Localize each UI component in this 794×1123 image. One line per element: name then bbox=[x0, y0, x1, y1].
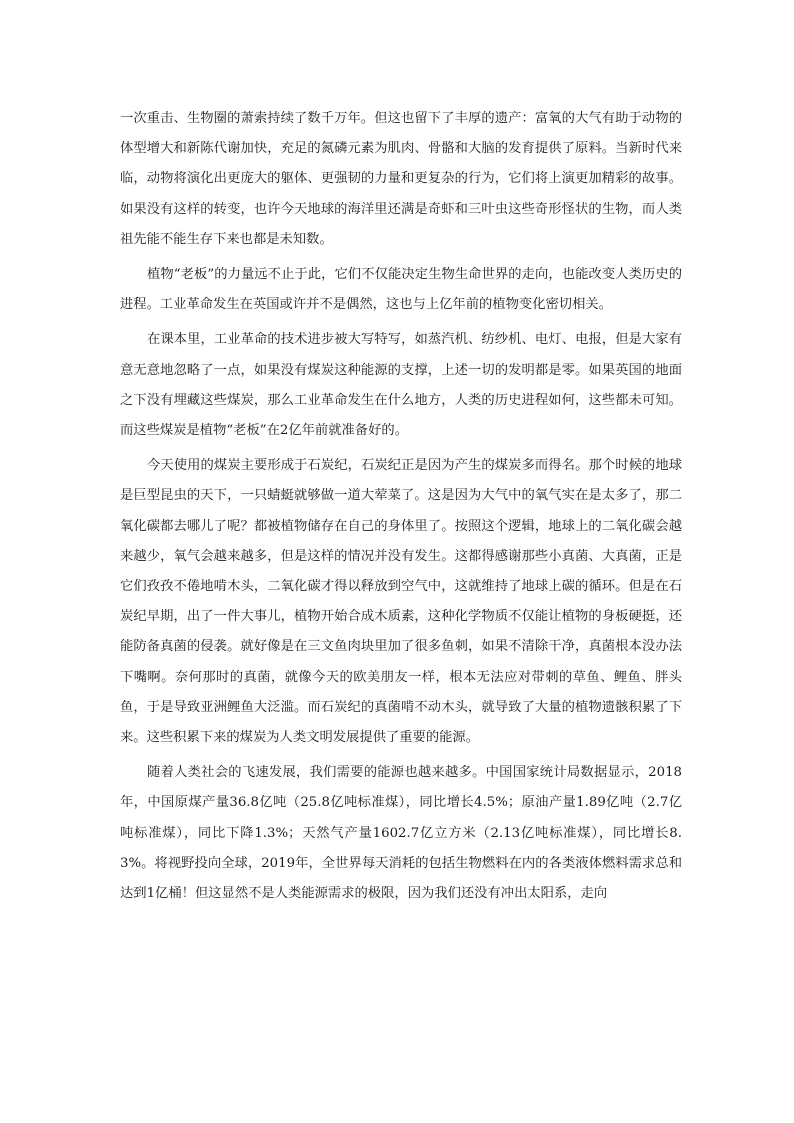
paragraph-4: 今天使用的煤炭主要形成于石炭纪，石炭纪正是因为产生的煤炭多而得名。那个时候的地球是巨型昆虫的天下，一只蜻蜓就够做一道大荤菜了。这是因为大气中的氧气实在是太多了，那二氧化碳都去哪儿了呢？都被植物储存在自己的身体里了。按照这个逻辑，地球上的二氧化碳会越来越少，氧气会越来越多，但是这样的情况并没有发生。这都得感谢那些小真菌、大真菌，正是它们孜孜不倦地啃木头，二氧化碳才得以释放到空气中，这就维持了地球上碳的循环。但是在石炭纪早期，出了一件大事儿，植物开始合成木质素，这种化学物质不仅能让植物的身板硬挺，还能防备真菌的侵袭。就好像是在三文鱼肉块里加了很多鱼刺，如果不清除干净，真菌根本没办法下嘴啊。奈何那时的真菌，就像今天的欧美朋友一样，根本无法应对带刺的草鱼、鲤鱼、胖头鱼，于是导致亚洲鲤鱼大泛滥。而石炭纪的真菌啃不动木头，就导致了大量的植物遗骸积累了下来。这些积累下来的煤炭为人类文明发展提供了重要的能源。 bbox=[120, 458, 682, 746]
paragraph-1: 一次重击、生物圈的萧索持续了数千万年。但这也留下了丰厚的遗产：富氧的大气有助于动物的体型增大和新陈代谢加快，充足的氮磷元素为肌肉、骨骼和大脑的发育提供了原料。当新时代来临，动物将演化出更庞大的躯体、更强韧的力量和更复杂的行为，它们将上演更加精彩的故事。如果没有这样的转变，也许今天地球的海洋里还满是奇虾和三叶虫这些奇形怪状的生物，而人类祖先能不能生存下来也都是未知数。 bbox=[120, 111, 682, 247]
paragraph-3: 在课本里，工业革命的技术进步被大写特写，如蒸汽机、纺纱机、电灯、电报，但是大家有意无意地忽略了一点，如果没有煤炭这种能源的支撑，上述一切的发明都是零。如果英国的地面之下没有埋藏这些煤炭，那么工业革命发生在什么地方，人类的历史进程如何，这些都未可知。而这些煤炭是植物“老板”在2亿年前就准备好的。 bbox=[120, 332, 682, 439]
paragraph-2: 植物“老板”的力量远不止于此，它们不仅能决定生物生命世界的走向，也能改变人类历史的进程。工业革命发生在英国或许并不是偶然，这也与上亿年前的植物变化密切相关。 bbox=[120, 267, 682, 313]
paragraph-5: 随着人类社会的飞速发展，我们需要的能源也越来越多。中国国家统计局数据显示，2018年，中国原煤产量36.8亿吨（25.8亿吨标准煤），同比增长4.5%；原油产量1.89亿吨（2.7亿吨标准煤），同比下降1.3%；天然气产量1602.7亿立方米（2.13亿吨标准煤），同比增长8.3%。将视野投向全球，2019年，全世界每天消耗的包括生物燃料在内的各类液体燃料需求总和达到1亿桶！但这显然不是人类能源需求的极限，因为我们还没有冲出太阳系，走向 bbox=[120, 765, 682, 902]
document-body bbox=[120, 104, 682, 909]
